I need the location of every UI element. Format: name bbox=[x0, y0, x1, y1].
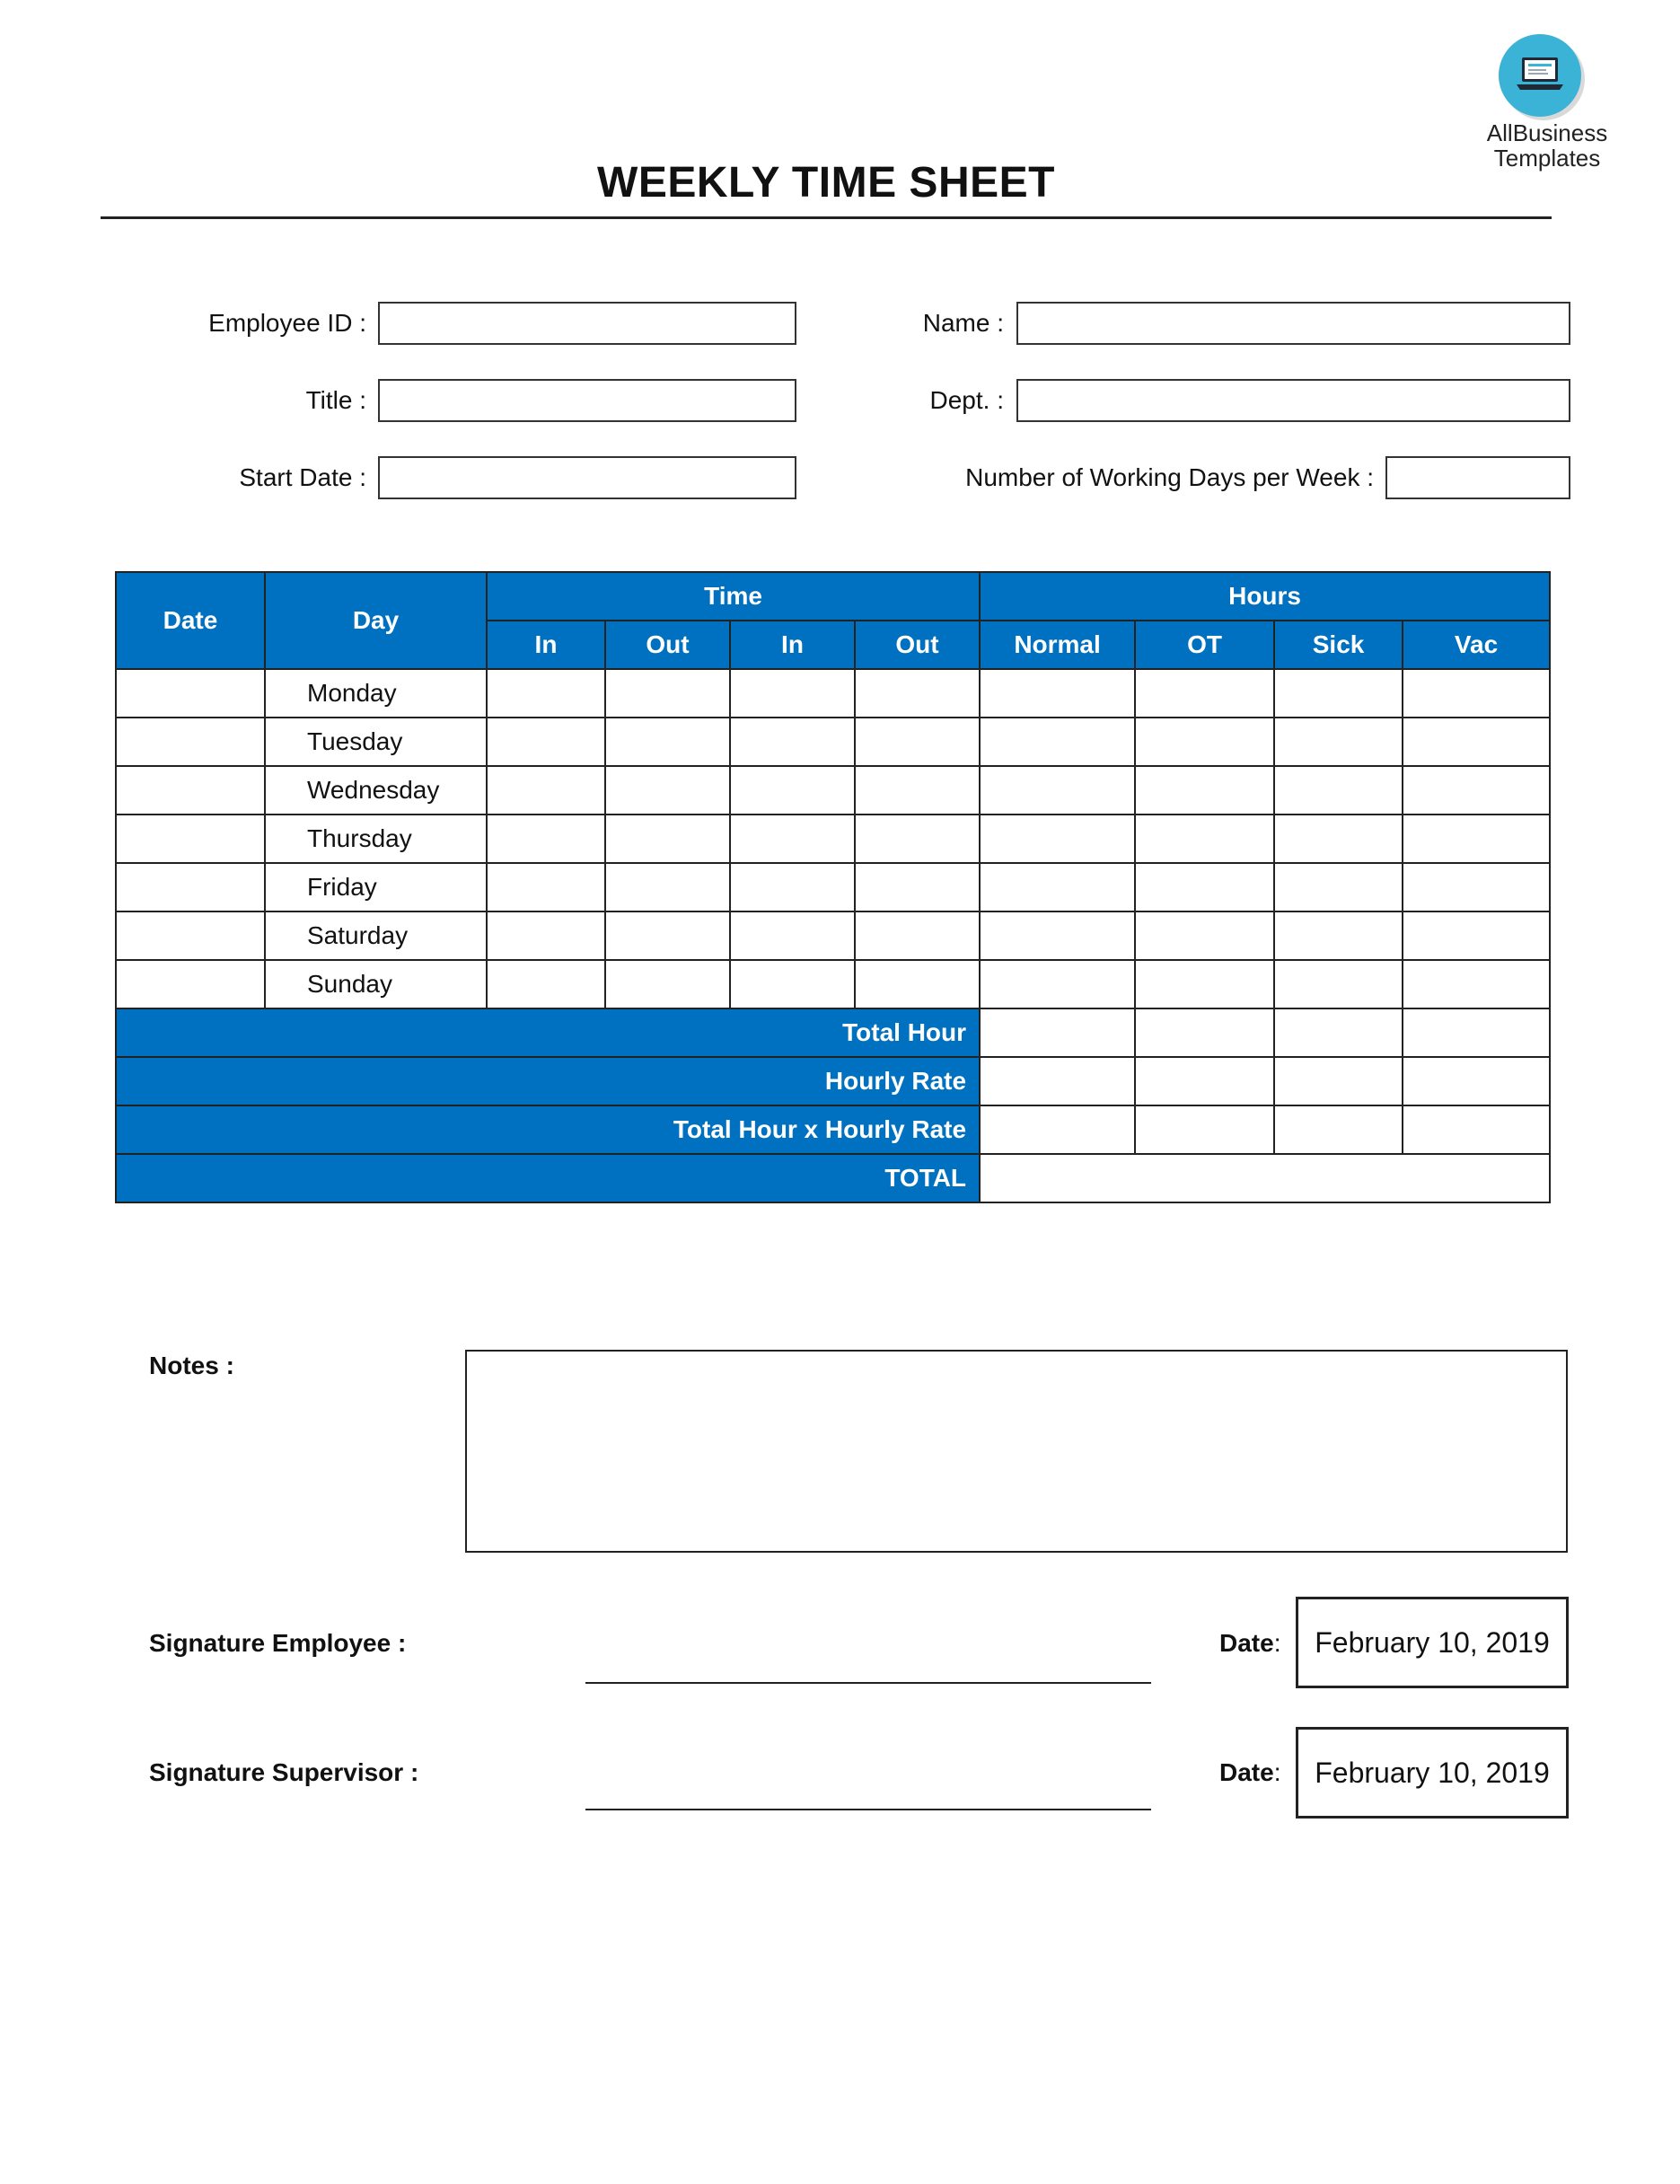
header-ot: OT bbox=[1135, 621, 1274, 669]
time-out-cell[interactable] bbox=[855, 960, 980, 1008]
sick-hours-cell[interactable] bbox=[1274, 815, 1403, 863]
working-days-label: Number of Working Days per Week : bbox=[965, 463, 1374, 491]
header-date: Date bbox=[116, 572, 265, 669]
grand-total-label: TOTAL bbox=[116, 1154, 980, 1202]
header-out-2: Out bbox=[855, 621, 980, 669]
header-out-1: Out bbox=[605, 621, 730, 669]
date-cell[interactable] bbox=[116, 911, 265, 960]
time-in-cell[interactable] bbox=[487, 766, 605, 815]
ot-hours-cell[interactable] bbox=[1135, 911, 1274, 960]
day-cell: Sunday bbox=[265, 960, 487, 1008]
laptop-icon bbox=[1517, 57, 1563, 90]
time-in-cell[interactable] bbox=[487, 863, 605, 911]
rate-vac-cell[interactable] bbox=[1403, 1057, 1550, 1105]
amount-sick-cell[interactable] bbox=[1274, 1105, 1403, 1154]
signature-supervisor-label: Signature Supervisor : bbox=[149, 1758, 419, 1786]
title-label: Title : bbox=[305, 386, 366, 414]
working-days-field[interactable] bbox=[1385, 456, 1570, 499]
logo-text-line2: Templates bbox=[1493, 145, 1601, 172]
normal-hours-cell[interactable] bbox=[980, 766, 1135, 815]
vac-hours-cell[interactable] bbox=[1403, 863, 1550, 911]
sick-hours-cell[interactable] bbox=[1274, 718, 1403, 766]
header-in-2: In bbox=[730, 621, 855, 669]
time-in-cell[interactable] bbox=[730, 766, 855, 815]
time-out-cell[interactable] bbox=[605, 863, 730, 911]
amount-ot-cell[interactable] bbox=[1135, 1105, 1274, 1154]
header-sick: Sick bbox=[1274, 621, 1403, 669]
rate-normal-cell[interactable] bbox=[980, 1057, 1135, 1105]
notes-label: Notes : bbox=[149, 1352, 234, 1379]
total-vac-cell[interactable] bbox=[1403, 1008, 1550, 1057]
time-in-cell[interactable] bbox=[487, 718, 605, 766]
table-row bbox=[116, 911, 1550, 960]
date-cell[interactable] bbox=[116, 815, 265, 863]
time-out-cell[interactable] bbox=[605, 815, 730, 863]
time-in-cell[interactable] bbox=[730, 863, 855, 911]
ot-hours-cell[interactable] bbox=[1135, 960, 1274, 1008]
logo-text-line1: AllBusiness bbox=[1486, 119, 1608, 146]
day-cell: Friday bbox=[265, 863, 487, 911]
time-in-cell[interactable] bbox=[487, 911, 605, 960]
time-in-cell[interactable] bbox=[487, 669, 605, 718]
supervisor-date-label: Date: bbox=[1219, 1758, 1281, 1786]
grand-total-cell[interactable] bbox=[980, 1154, 1550, 1202]
rate-sick-cell[interactable] bbox=[1274, 1057, 1403, 1105]
employee-date-label-text: Date bbox=[1219, 1629, 1274, 1657]
time-out-cell[interactable] bbox=[605, 766, 730, 815]
day-cell: Saturday bbox=[265, 911, 487, 960]
header-normal: Normal bbox=[980, 621, 1135, 669]
table-row bbox=[116, 863, 1550, 911]
table-row bbox=[116, 766, 1550, 815]
day-cell: Tuesday bbox=[265, 718, 487, 766]
vac-hours-cell[interactable] bbox=[1403, 960, 1550, 1008]
day-cell: Wednesday bbox=[265, 766, 487, 815]
time-in-cell[interactable] bbox=[730, 911, 855, 960]
employee-id-field[interactable] bbox=[378, 302, 796, 345]
start-date-label: Start Date : bbox=[239, 463, 366, 491]
ot-hours-cell[interactable] bbox=[1135, 815, 1274, 863]
logo-badge bbox=[1497, 32, 1587, 122]
time-out-cell[interactable] bbox=[605, 911, 730, 960]
date-cell[interactable] bbox=[116, 718, 265, 766]
hourly-rate-label: Hourly Rate bbox=[116, 1057, 980, 1105]
table-row bbox=[116, 815, 1550, 863]
ot-hours-cell[interactable] bbox=[1135, 718, 1274, 766]
header-time: Time bbox=[487, 572, 980, 621]
employee-date-field[interactable]: February 10, 2019 bbox=[1296, 1597, 1569, 1688]
sick-hours-cell[interactable] bbox=[1274, 960, 1403, 1008]
total-x-rate-row bbox=[116, 1105, 1550, 1154]
start-date-field[interactable] bbox=[378, 456, 796, 499]
amount-normal-cell[interactable] bbox=[980, 1105, 1135, 1154]
notes-field[interactable] bbox=[465, 1350, 1568, 1553]
dept-field[interactable] bbox=[1016, 379, 1570, 422]
employee-date-label: Date: bbox=[1219, 1629, 1281, 1657]
date-cell[interactable] bbox=[116, 960, 265, 1008]
vac-hours-cell[interactable] bbox=[1403, 815, 1550, 863]
page-title: WEEKLY TIME SHEET bbox=[597, 159, 1055, 207]
total-sick-cell[interactable] bbox=[1274, 1008, 1403, 1057]
total-hour-label: Total Hour bbox=[116, 1008, 980, 1057]
time-out-cell[interactable] bbox=[855, 669, 980, 718]
grand-total-row bbox=[116, 1154, 1550, 1202]
date-cell[interactable] bbox=[116, 766, 265, 815]
title-field[interactable] bbox=[378, 379, 796, 422]
sick-hours-cell[interactable] bbox=[1274, 669, 1403, 718]
signature-employee-label: Signature Employee : bbox=[149, 1629, 407, 1657]
time-out-cell[interactable] bbox=[855, 815, 980, 863]
table-row bbox=[116, 718, 1550, 766]
hourly-rate-row bbox=[116, 1057, 1550, 1105]
sick-hours-cell[interactable] bbox=[1274, 911, 1403, 960]
date-cell[interactable] bbox=[116, 863, 265, 911]
total-x-rate-label: Total Hour x Hourly Rate bbox=[116, 1105, 980, 1154]
table-row bbox=[116, 960, 1550, 1008]
name-label: Name : bbox=[922, 309, 1004, 337]
header-row-1 bbox=[116, 572, 1550, 621]
table-row bbox=[116, 669, 1550, 718]
signature-employee-line[interactable] bbox=[585, 1682, 1151, 1684]
dept-label: Dept. : bbox=[929, 386, 1004, 414]
normal-hours-cell[interactable] bbox=[980, 718, 1135, 766]
ot-hours-cell[interactable] bbox=[1135, 863, 1274, 911]
date-cell[interactable] bbox=[116, 669, 265, 718]
normal-hours-cell[interactable] bbox=[980, 911, 1135, 960]
time-out-cell[interactable] bbox=[605, 960, 730, 1008]
total-hour-row bbox=[116, 1008, 1550, 1057]
time-out-cell[interactable] bbox=[855, 911, 980, 960]
normal-hours-cell[interactable] bbox=[980, 815, 1135, 863]
time-in-cell[interactable] bbox=[730, 718, 855, 766]
amount-vac-cell[interactable] bbox=[1403, 1105, 1550, 1154]
timesheet-table bbox=[115, 571, 1551, 1203]
time-in-cell[interactable] bbox=[730, 960, 855, 1008]
time-in-cell[interactable] bbox=[487, 815, 605, 863]
header-vac: Vac bbox=[1403, 621, 1550, 669]
rate-ot-cell[interactable] bbox=[1135, 1057, 1274, 1105]
time-out-cell[interactable] bbox=[605, 669, 730, 718]
normal-hours-cell[interactable] bbox=[980, 669, 1135, 718]
normal-hours-cell[interactable] bbox=[980, 863, 1135, 911]
supervisor-date-field[interactable]: February 10, 2019 bbox=[1296, 1727, 1569, 1819]
sick-hours-cell[interactable] bbox=[1274, 766, 1403, 815]
vac-hours-cell[interactable] bbox=[1403, 718, 1550, 766]
time-out-cell[interactable] bbox=[605, 718, 730, 766]
vac-hours-cell[interactable] bbox=[1403, 669, 1550, 718]
vac-hours-cell[interactable] bbox=[1403, 766, 1550, 815]
title-divider bbox=[101, 216, 1552, 219]
time-out-cell[interactable] bbox=[855, 863, 980, 911]
time-out-cell[interactable] bbox=[855, 766, 980, 815]
time-in-cell[interactable] bbox=[730, 815, 855, 863]
employee-id-label: Employee ID : bbox=[208, 309, 366, 337]
time-in-cell[interactable] bbox=[730, 669, 855, 718]
time-in-cell[interactable] bbox=[487, 960, 605, 1008]
header-day: Day bbox=[265, 572, 487, 669]
signature-supervisor-line[interactable] bbox=[585, 1809, 1151, 1810]
header-in-1: In bbox=[487, 621, 605, 669]
day-cell: Monday bbox=[265, 669, 487, 718]
sick-hours-cell[interactable] bbox=[1274, 863, 1403, 911]
time-out-cell[interactable] bbox=[855, 718, 980, 766]
ot-hours-cell[interactable] bbox=[1135, 766, 1274, 815]
total-ot-cell[interactable] bbox=[1135, 1008, 1274, 1057]
total-normal-cell[interactable] bbox=[980, 1008, 1135, 1057]
ot-hours-cell[interactable] bbox=[1135, 669, 1274, 718]
name-field[interactable] bbox=[1016, 302, 1570, 345]
day-cell: Thursday bbox=[265, 815, 487, 863]
header-hours: Hours bbox=[980, 572, 1550, 621]
vac-hours-cell[interactable] bbox=[1403, 911, 1550, 960]
normal-hours-cell[interactable] bbox=[980, 960, 1135, 1008]
supervisor-date-label-text: Date bbox=[1219, 1758, 1274, 1786]
